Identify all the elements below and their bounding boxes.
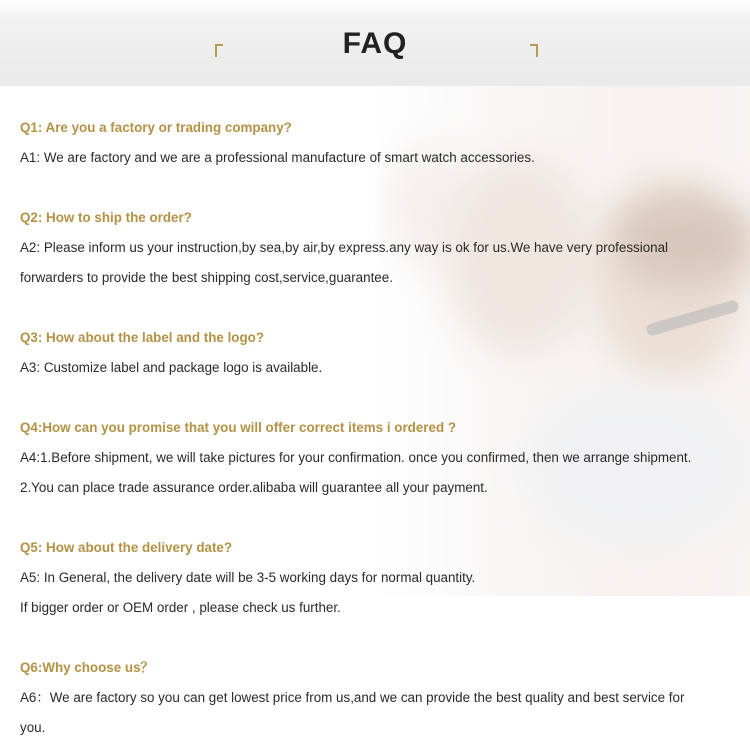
faq-answer-2-line-1: A2: Please inform us your instruction,by sea,by air,by express.any way is ok for us.We have very professional bbox=[20, 240, 669, 255]
faq-header bbox=[0, 0, 750, 86]
faq-answer-1-line-1: A1: We are factory and we are a professional manufacture of smart watch accessories. bbox=[20, 150, 535, 165]
right-bracket-ornament bbox=[530, 44, 538, 57]
faq-answer-4-line-1: A4:1.Before shipment, we will take pictures for your confirmation. once you confirmed, then we arrange shipment. bbox=[20, 450, 692, 465]
faq-answer-5-line-2: If bigger order or OEM order , please check us further. bbox=[20, 600, 341, 615]
faq-answer-4-line-2: 2.You can place trade assurance order.alibaba will guarantee all your payment. bbox=[20, 480, 488, 495]
faq-answer-5-line-1: A5: In General, the delivery date will be 3-5 working days for normal quantity. bbox=[20, 570, 476, 585]
faq-answer-2-line-2: forwarders to provide the best shipping cost,service,guarantee. bbox=[20, 270, 393, 285]
page-title: FAQ bbox=[342, 27, 408, 60]
faq-question-5: Q5: How about the delivery date? bbox=[20, 540, 233, 555]
faq-question-1: Q1: Are you a factory or trading company? bbox=[20, 120, 292, 135]
faq-answer-6-line-2: you. bbox=[20, 720, 46, 735]
faq-question-2: Q2: How to ship the order? bbox=[20, 210, 192, 225]
faq-answer-6-line-1: A6：We are factory so you can get lowest price from us,and we can provide the best quality and best service for bbox=[20, 690, 685, 705]
faq-question-4: Q4:How can you promise that you will offer correct items i ordered ? bbox=[20, 420, 457, 435]
faq-list bbox=[20, 113, 735, 743]
faq-answer-3-line-1: A3: Customize label and package logo is available. bbox=[20, 360, 323, 375]
faq-question-6: Q6:Why choose us？ bbox=[20, 660, 154, 675]
faq-question-3: Q3: How about the label and the logo? bbox=[20, 330, 265, 345]
